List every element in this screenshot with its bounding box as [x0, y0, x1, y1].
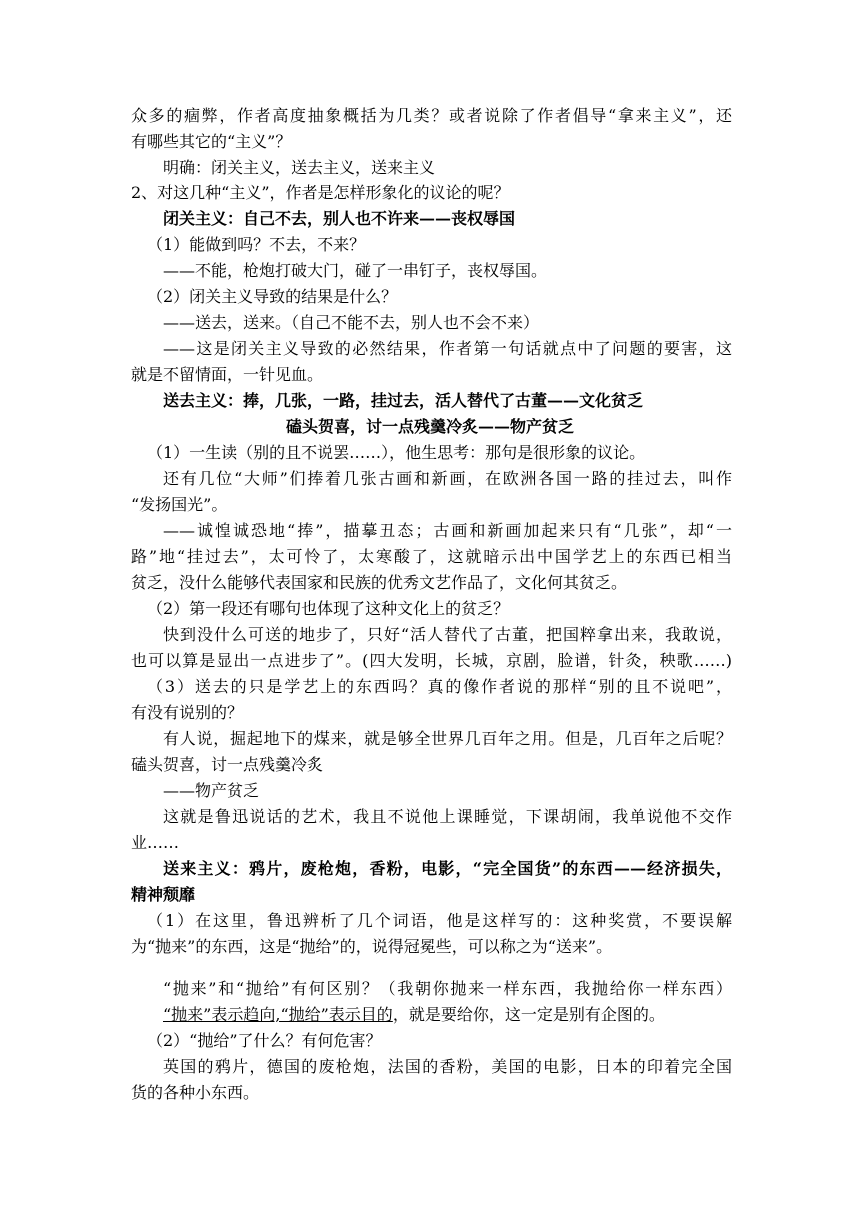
question-heading: 2、对这几种“主义”，作者是怎样形象化的议论的呢？ — [131, 183, 510, 202]
question-line: （2）第一段还有哪句也体现了这种文化上的贫乏？ — [147, 599, 510, 618]
paragraph-line — [163, 1003, 732, 1027]
question-line: （1）能做到吗？不去，不来？ — [147, 235, 366, 254]
paragraph-line: 就是不留情面，一针见血。 — [131, 365, 324, 384]
question-line: （2）闭关主义导致的结果是什么？ — [147, 287, 398, 306]
section-subheading: 磕头贺喜，讨一点残羹冷炙——物产贫乏 — [285, 417, 574, 436]
section-heading-closed-door: 闭关主义：自己不去，别人也不许来——丧权辱国 — [163, 209, 516, 228]
paragraph-line: 这就是鲁迅说话的艺术，我且不说他上课睡觉，下课胡闹，我单说他不交作 — [163, 807, 732, 826]
question-line: （1）一生读（别的且不说罢……），他生思考：那句是很形象的议论。 — [147, 443, 646, 462]
section-heading-sending-in: 送来主义：鸦片，废枪炮，香粉，电影，“完全国货”的东西——经济损失， — [163, 859, 732, 878]
paragraph-line: 为“抛来”的东西，这是“抛给”的，说得冠冕些，可以称之为“送来”。 — [131, 937, 613, 956]
answer-line: 明确：闭关主义，送去主义，送来主义 — [163, 158, 436, 177]
paragraph-line: 有人说，掘起地下的煤来，就是够全世界几百年之用。但是，几百年之后呢？ — [163, 729, 732, 748]
quote-line: “发扬国光”。 — [131, 495, 228, 514]
paragraph-line: 业…… — [131, 833, 180, 852]
paragraph-line: 磕头贺喜，讨一点残羹冷炙 — [131, 755, 324, 774]
paragraph-line: 也可以算是显出一点进步了”。(四大发明，长城，京剧，脸谱，针灸，秧歌……) — [131, 651, 732, 670]
quote-line: 还有几位“大师”们捧着几张古画和新画，在欧洲各国一路的挂过去，叫作 — [163, 469, 732, 488]
section-heading-sending-in: 精神颓靡 — [131, 885, 196, 904]
phrase: ，就是要给你，这一定是别有企图的。 — [392, 1005, 665, 1024]
question-line: （1）在这里，鲁迅辨析了几个词语，他是这样写的：这种奖赏，不要误解 — [147, 911, 732, 930]
paragraph-line: 英国的鸦片，德国的废枪炮，法国的香粉，美国的电影，日本的印着完全国 — [163, 1057, 732, 1076]
paragraph-line: 有哪些其它的“主义”？ — [131, 132, 292, 151]
section-heading-sending-out: 送去主义：捧，几张，一路，挂过去，活人替代了古董——文化贫乏 — [163, 391, 644, 410]
answer-line: ——不能，枪炮打破大门，碰了一串钉子，丧权辱国。 — [163, 261, 548, 280]
answer-line: ——送去，送来。（自己不能不去，别人也不会不来） — [163, 313, 540, 332]
question-line: 有没有说别的？ — [131, 703, 244, 722]
question-line: “抛来”和“抛给”有何区别？（我朝你抛来一样东西，我抛给你一样东西） — [163, 979, 732, 998]
paragraph-line: 快到没什么可送的地步了，只好“活人替代了古董，把国粹拿出来，我敢说， — [163, 625, 732, 644]
paragraph-line: 路”地“挂过去”，太可怜了，太寒酸了，这就暗示出中国学艺上的东西已相当 — [131, 547, 732, 566]
paragraph-line: 货的各种小东西。 — [131, 1083, 260, 1102]
answer-line: ——物产贫乏 — [163, 781, 260, 800]
underlined-phrase: “抛来”表示趋向,“抛给”表示目的 — [163, 1005, 393, 1024]
paragraph-line: 贫乏，没什么能够代表国家和民族的优秀文艺作品了，文化何其贫乏。 — [131, 573, 628, 592]
paragraph-line: ——诚惶诚恐地“捧”，描摹丑态；古画和新画加起来只有“几张”，却“一 — [163, 521, 732, 540]
question-line: （3）送去的只是学艺上的东西吗？真的像作者说的那样“别的且不说吧”， — [147, 677, 732, 696]
paragraph-line: 众多的痼弊，作者高度抽象概括为几类？或者说除了作者倡导“拿来主义”，还 — [131, 106, 732, 125]
paragraph-line: ——这是闭关主义导致的必然结果，作者第一句话就点中了问题的要害，这 — [163, 339, 732, 358]
question-line: （2）“抛给”了什么？有何危害？ — [147, 1031, 382, 1050]
